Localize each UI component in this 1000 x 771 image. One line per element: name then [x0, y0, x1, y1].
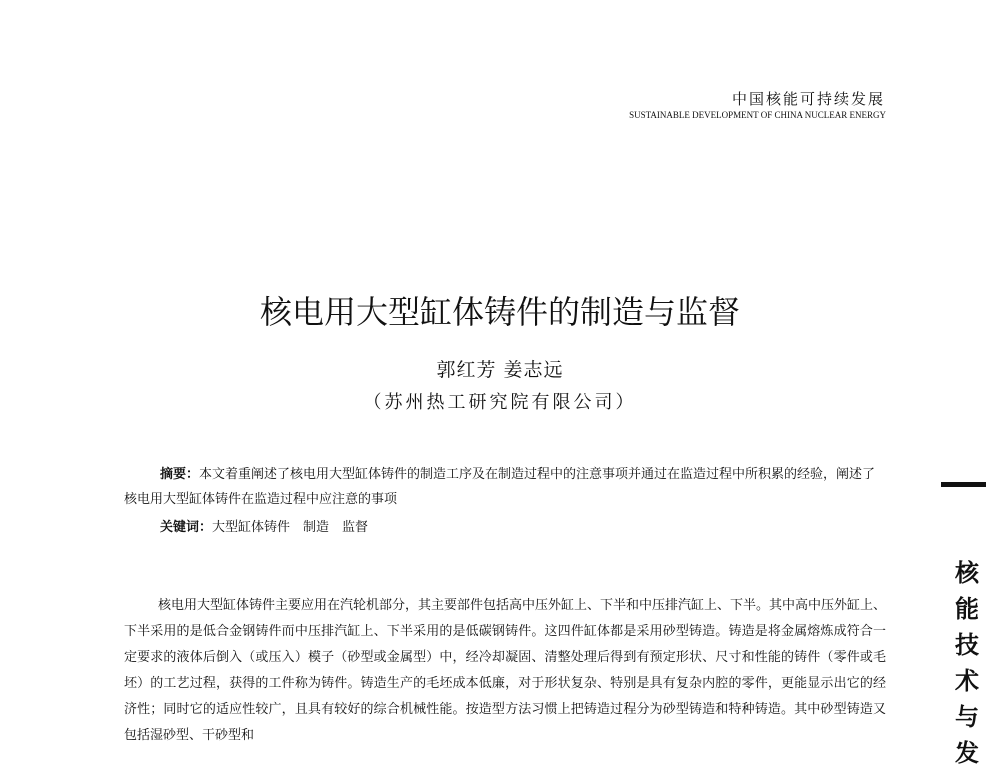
section-title-char: 能 — [955, 594, 979, 623]
article-title: 核电用大型缸体铸件的制造与监督 — [259, 293, 740, 331]
keywords-label: 关键词： — [160, 520, 213, 535]
journal-name-cn: 中国核能可持续发展 — [731, 90, 885, 108]
body-paragraph: 核电用大型缸体铸件主要应用在汽轮机部分，其主要部件包括高中压外缸上、下半和中压排汽缸上、下半。其中高中压外缸上、下半采用的是低合金钢铸件而中压排汽缸上、下半采用的是低碳钢铸件。这四件缸体都是采用砂型铸造。铸造是将金属熔炼成符合一定要求的液体后倒入（或压入）模子（砂型或金属型）中，经冷却凝固、清整处理后得到有预定形状、尺寸和性能的铸件（零件或毛坯）的工艺过程，获得的工件称为铸件。铸造生产的毛坯成本低廉，对于形状复杂、特别是具有复杂内腔的零件，更能显示出它的经济性；同时它的适应性较广，且具有较好的综合机械性能。按造型方法习惯上把铸造过程分为砂型铸造和特种铸造。其中砂型铸造又包括湿砂型、干砂型和 — [124, 598, 887, 743]
article-authors: 郭红芳 姜志远 — [436, 359, 564, 381]
abstract-text: 本文着重阐述了核电用大型缸体铸件的制造工序及在制造过程中的注意事项并通过在监造过程中所积累的经验，阐述了核电用大型缸体铸件在监造过程中应注意的事项 — [124, 467, 876, 507]
section-title-char: 术 — [955, 666, 979, 695]
section-marker-bar — [941, 482, 986, 487]
keywords-line — [160, 518, 368, 538]
article-affiliation: （苏州热工研究院有限公司） — [363, 392, 637, 413]
abstract-label: 摘要： — [160, 467, 200, 482]
keywords-text: 大型缸体铸件 制造 监督 — [212, 520, 369, 535]
section-vertical-title — [955, 555, 995, 771]
section-title-char: 发 — [955, 738, 979, 767]
section-title-char: 与 — [955, 702, 979, 731]
section-title-char: 技 — [955, 630, 979, 659]
journal-name-en: SUSTAINABLE DEVELOPMENT OF CHINA NUCLEAR ENERGY — [629, 110, 886, 120]
section-title-char: 核 — [955, 558, 979, 587]
abstract-paragraph — [124, 462, 886, 512]
